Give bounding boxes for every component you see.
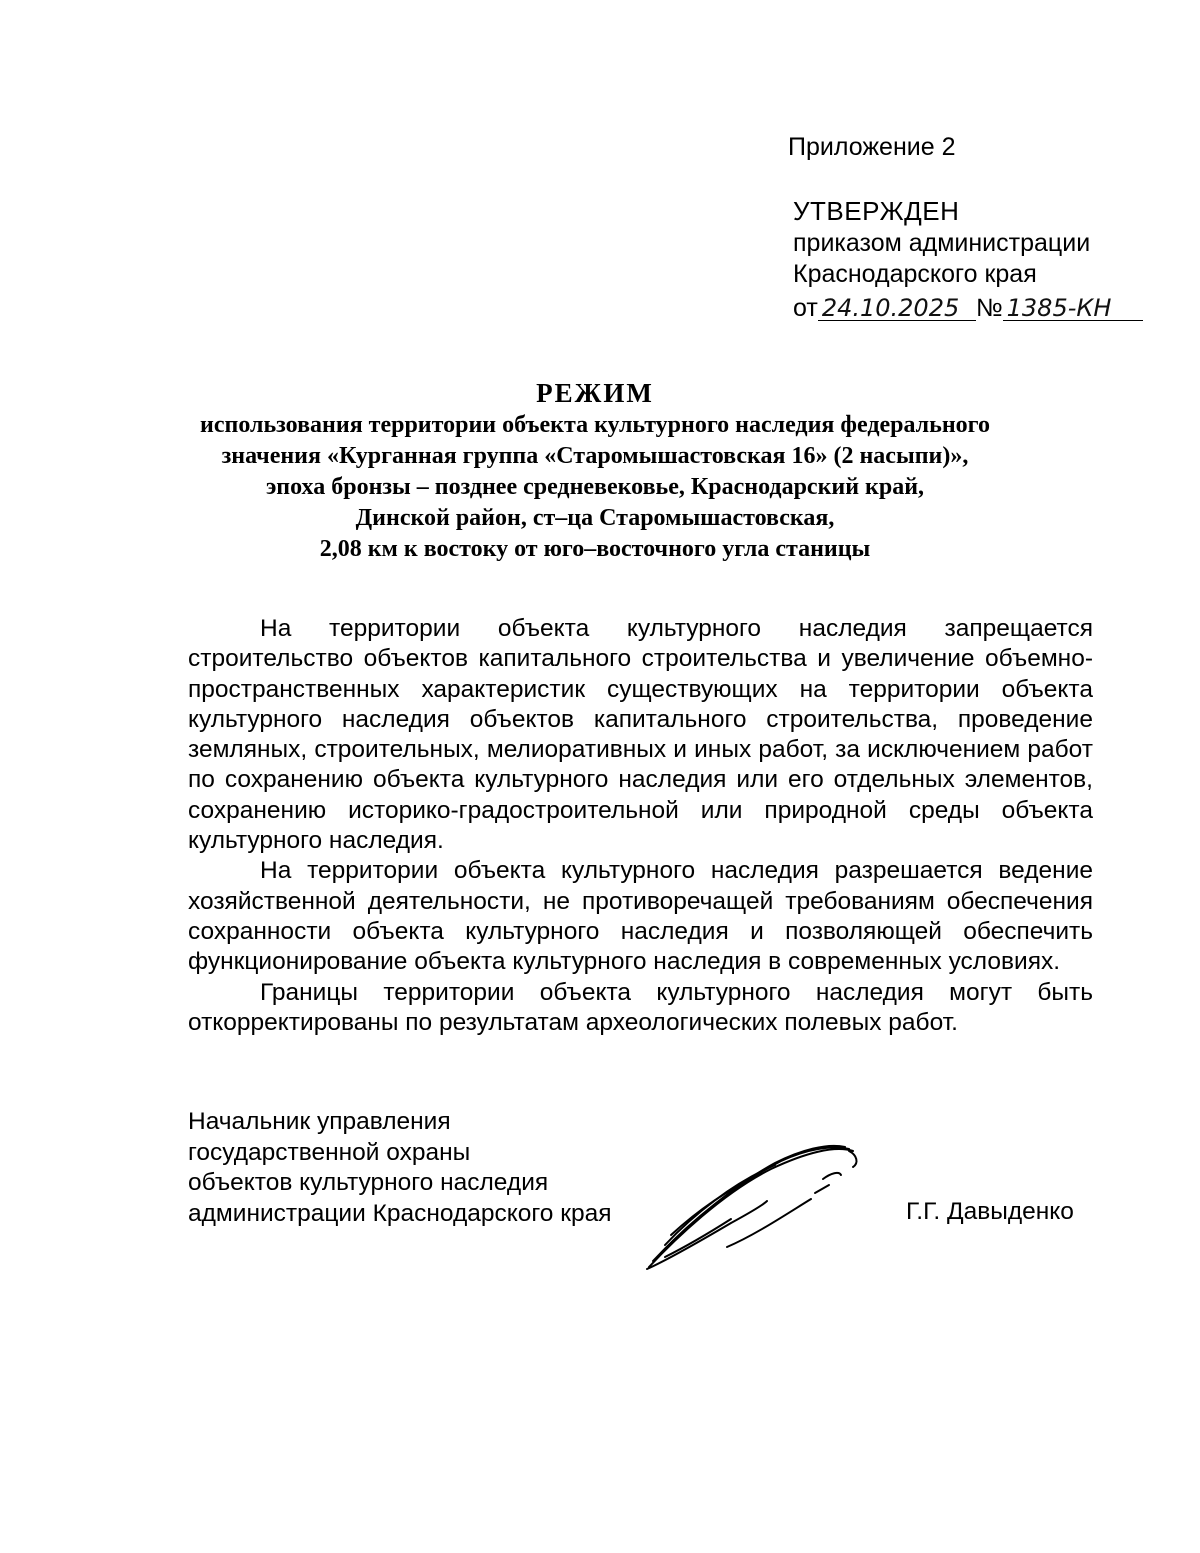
title-line: значения «Курганная группа «Старомышастовская 16» (2 насыпи)», xyxy=(221,443,969,469)
order-date-number-line xyxy=(793,293,1143,325)
order-date-handwritten: 24.10.2025 xyxy=(818,293,976,325)
approved-label: УТВЕРЖДЕН xyxy=(793,196,960,226)
position-line: объектов культурного наследия xyxy=(188,1169,549,1196)
date-prefix: от xyxy=(793,293,818,322)
position-line: администрации Краснодарского края xyxy=(188,1199,612,1227)
appendix-label: Приложение 2 xyxy=(788,133,956,161)
title-line: эпоха бронзы – позднее средневековье, Краснодарский край, xyxy=(265,474,925,500)
title-line: Динской район, ст–ца Старомышастовская, xyxy=(355,505,835,531)
body-paragraph: На территории объекта культурного наследия разрешается ведение хозяйственной деятельности, не противоречащей требованиям обеспечения сохранности объекта культурного наследия и позволяющей обеспечить функционирование объекта культурного наследия в современных условиях. xyxy=(188,857,1093,976)
title-line: 2,08 км к востоку от юго–восточного угла станицы xyxy=(319,536,871,562)
number-sign: № xyxy=(975,293,1003,322)
signatory-position xyxy=(188,1107,611,1229)
title-line: использования территории объекта культурного наследия федерального xyxy=(200,412,990,438)
body-paragraph: На территории объекта культурного наследия запрещается строительство объектов капитального строительства и увеличение объемно-пространственных характеристик существующих на территории объекта культурного наследия объектов капитального строительства, проведение земляных, строительных, мелиоративных и иных работ, за исключением работ по сохранению объекта культурного наследия или его отдельных элементов, сохранению историко-градостроительной или природной среды объекта культурного наследия. xyxy=(188,615,1093,855)
position-line: Начальник управления xyxy=(188,1108,451,1135)
document-title xyxy=(150,378,1040,565)
approval-stamp xyxy=(793,196,1143,324)
position-line: государственной охраны xyxy=(188,1138,471,1166)
signatory-name: Г.Г. Давыденко xyxy=(906,1198,1074,1225)
order-number-handwritten: 1385-КН xyxy=(1003,293,1143,325)
body-paragraph: Границы территории объекта культурного наследия могут быть откорректированы по результатам археологических полевых работ. xyxy=(188,978,1093,1036)
title-heading: РЕЖИМ xyxy=(536,378,654,408)
handwritten-signature xyxy=(635,1135,875,1275)
approval-line-2: Краснодарского края xyxy=(793,260,1037,288)
approval-line-1: приказом администрации xyxy=(793,228,1091,257)
document-body xyxy=(188,614,1093,1038)
